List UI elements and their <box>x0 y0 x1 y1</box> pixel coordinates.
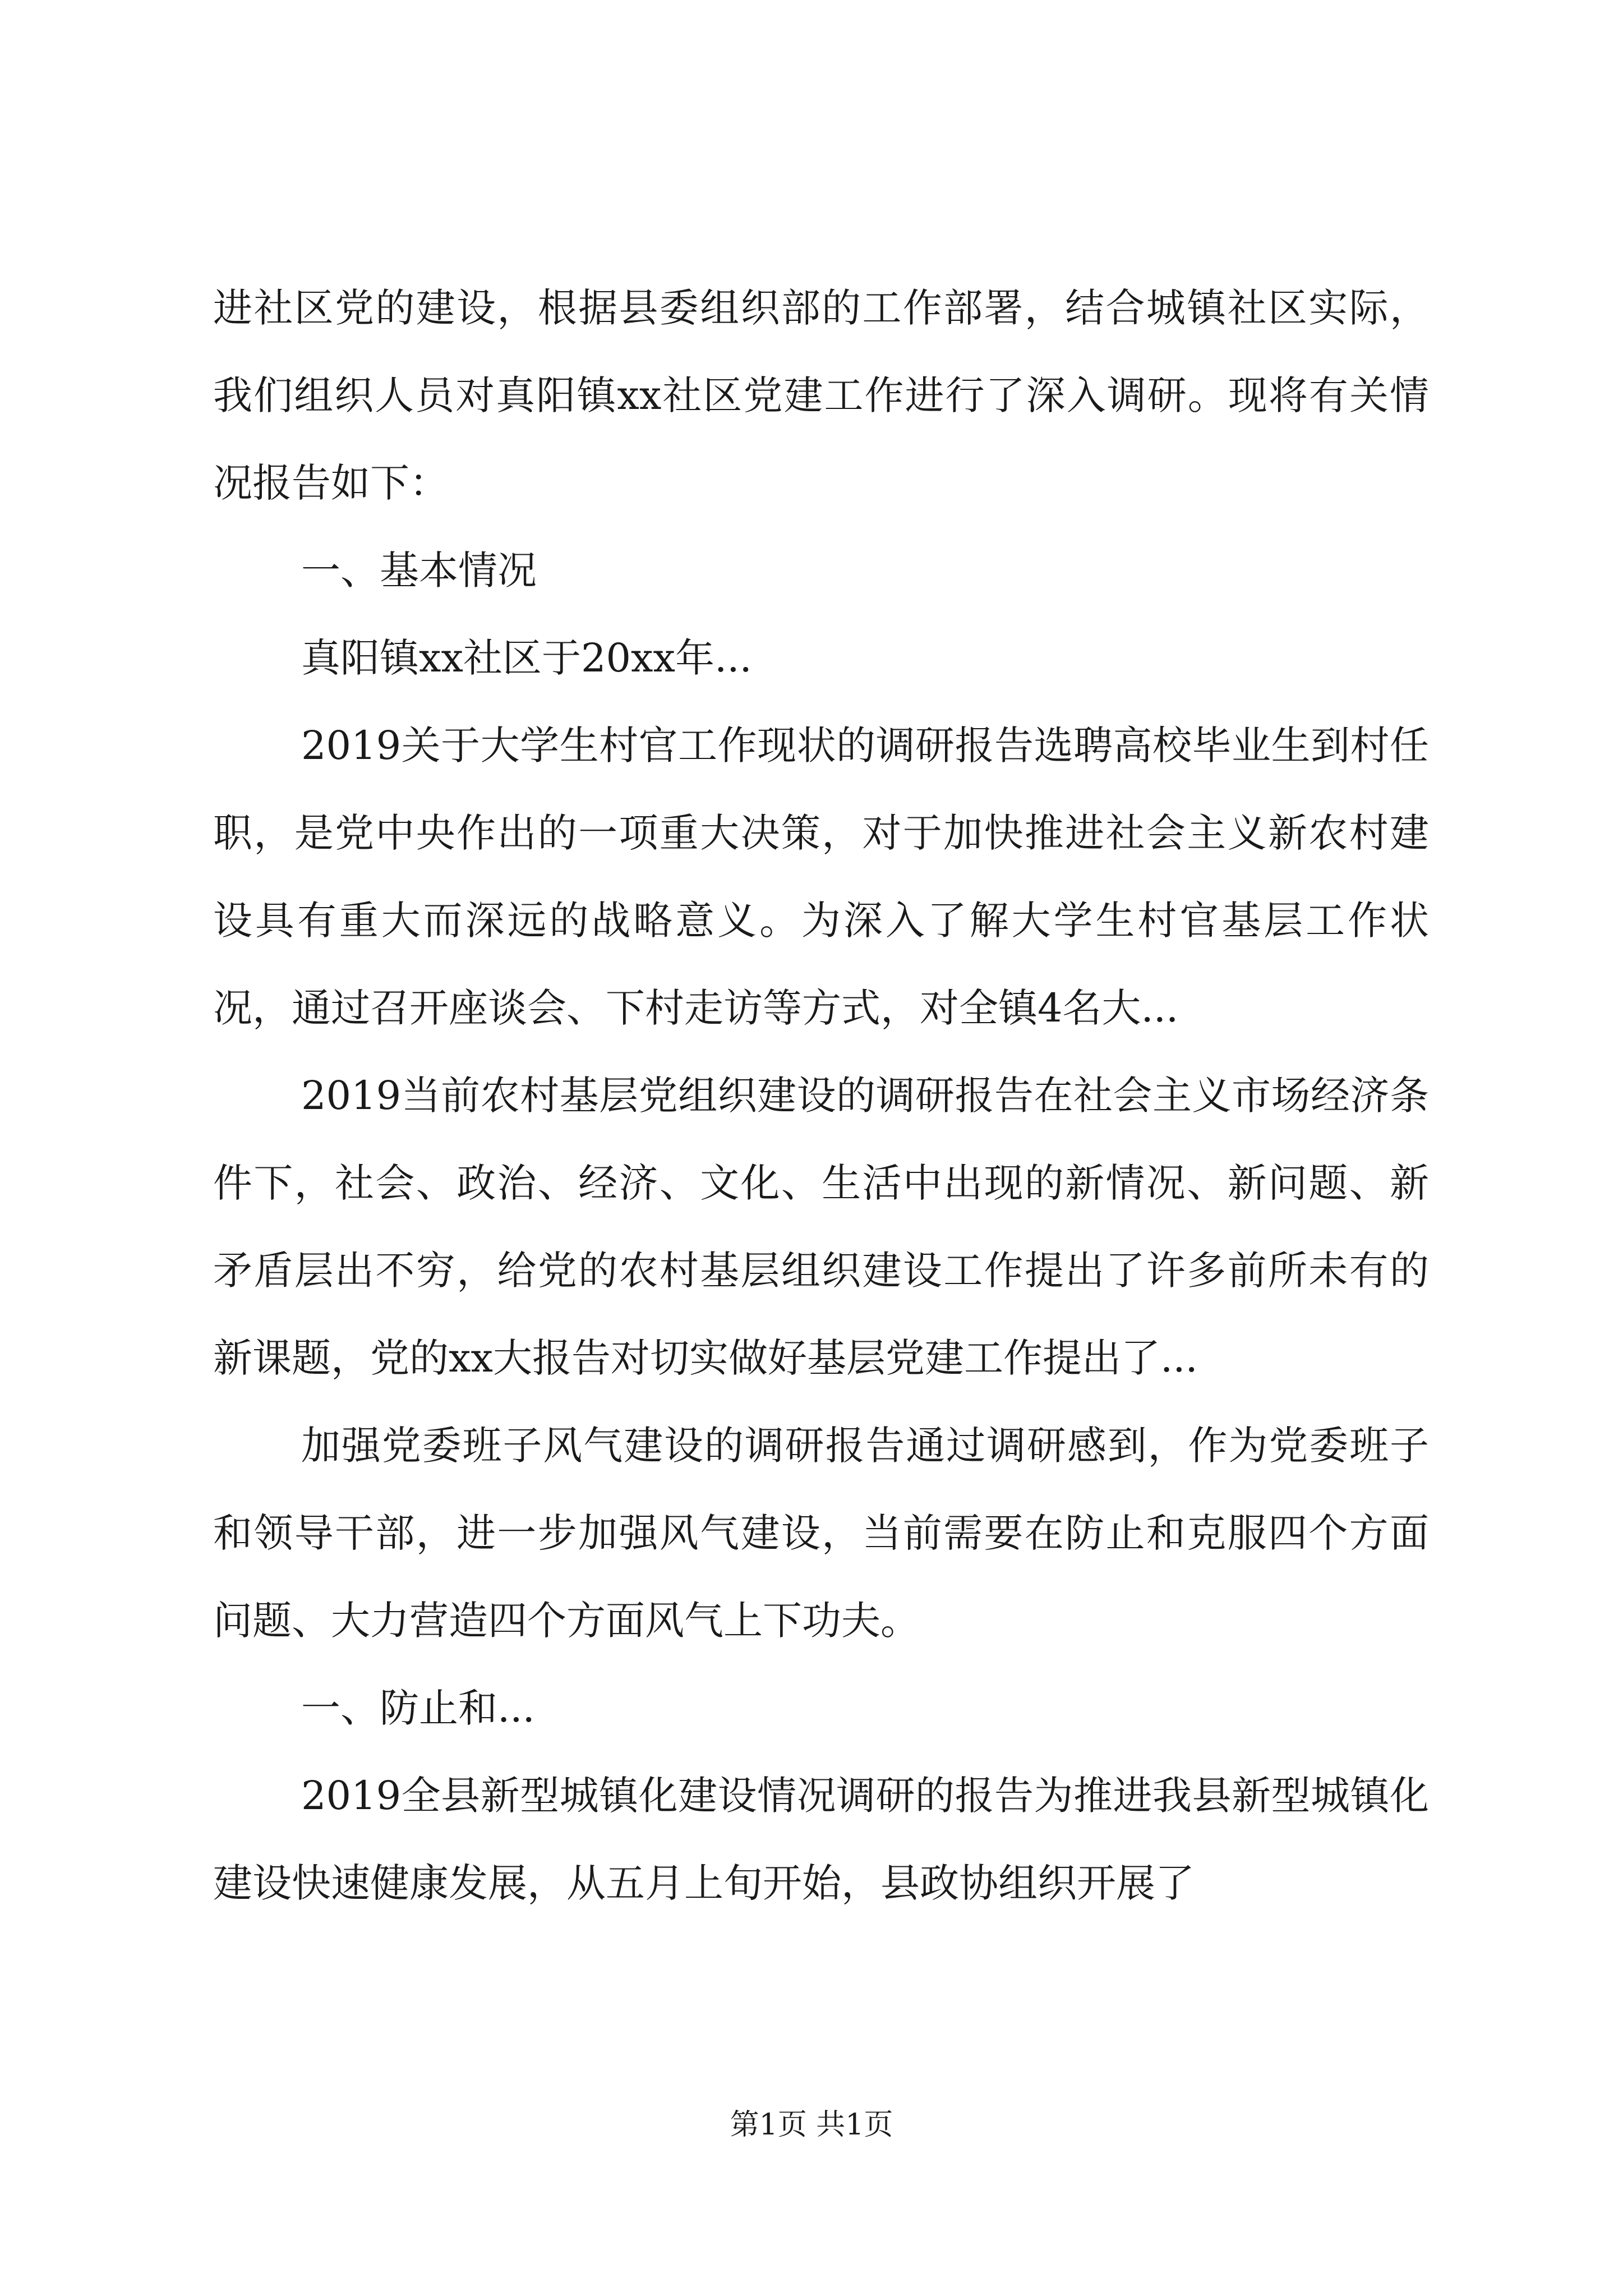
paragraph-village-officials-report: 2019关于大学生村官工作现状的调研报告选聘高校毕业生到村任职，是党中央作出的一项重大决策，对于加快推进社会主义新农村建设具有重大而深远的战略意义。为深入了解大学生村官基层工作状况，通过召开座谈会、下村走访等方式，对全镇4名大... <box>213 723 1429 1031</box>
document-body <box>213 264 1429 1927</box>
page-footer <box>0 2105 1623 2145</box>
section-heading-prevention: 一、防止和... <box>301 1685 535 1731</box>
page-number-label: 第1页 共1页 <box>730 2108 893 2142</box>
paragraph-urbanization-report: 2019全县新型城镇化建设情况调研的报告为推进我县新型城镇化建设快速健康发展，从五月上旬开始，县政协组织开展了 <box>213 1773 1429 1906</box>
paragraph-community-summary: 真阳镇xx社区于20xx年... <box>301 635 752 681</box>
paragraph-intro: 进社区党的建设，根据县委组织部的工作部署，结合城镇社区实际，我们组织人员对真阳镇xx社区党建工作进行了深入调研。现将有关情况报告如下： <box>213 285 1429 506</box>
section-heading-basic-situation: 一、基本情况 <box>301 547 537 593</box>
paragraph-party-committee-style-report: 加强党委班子风气建设的调研报告通过调研感到，作为党委班子和领导干部，进一步加强风气建设，当前需要在防止和克服四个方面问题、大力营造四个方面风气上下功夫。 <box>213 1423 1429 1644</box>
paragraph-rural-party-organization-report: 2019当前农村基层党组织建设的调研报告在社会主义市场经济条件下，社会、政治、经济、文化、生活中出现的新情况、新问题、新矛盾层出不穷，给党的农村基层组织建设工作提出了许多前所未有的新课题，党的xx大报告对切实做好基层党建工作提出了... <box>213 1073 1429 1381</box>
